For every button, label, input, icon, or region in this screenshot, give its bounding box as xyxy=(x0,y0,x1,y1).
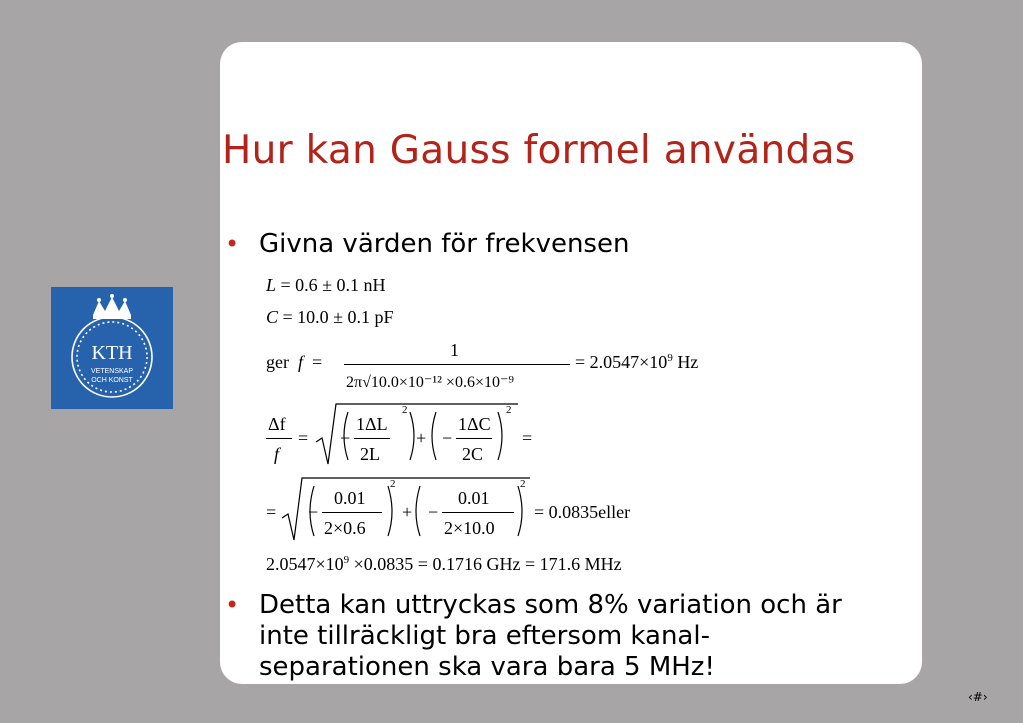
slide-title: Hur kan Gauss formel användas xyxy=(222,128,856,173)
page-number: ‹#› xyxy=(968,690,988,704)
logo-text-kth: KTH xyxy=(91,342,133,364)
bullet-text: Givna värden för frekvensen xyxy=(259,229,630,259)
equation-relerr-tail: = xyxy=(522,428,533,448)
equation-relerr-lhs-num: Δf xyxy=(268,414,286,434)
fraction-bar xyxy=(266,438,292,439)
equation-term1-num: 1ΔL xyxy=(356,414,388,434)
bullet-text-line: separationen ska vara bara 5 MHz! xyxy=(259,652,715,682)
equation-term2-num: 1ΔC xyxy=(458,414,491,434)
kth-crest-icon xyxy=(51,287,173,409)
fraction-bar xyxy=(442,512,514,513)
equation-numeric-t1-den: 2×0.6 xyxy=(324,518,366,538)
bullet-text-line: Detta kan uttryckas som 8% variation och är xyxy=(259,590,842,620)
equation-numeric-t2-den: 2×10.0 xyxy=(444,518,495,538)
kth-logo xyxy=(51,287,173,409)
equation-final: $2.0547\times 10^9 \times 0.0835 = 0.1716$ GHz = 171.6 MHz xyxy=(266,554,622,574)
fraction-bar xyxy=(456,438,492,439)
fraction-bar xyxy=(322,512,382,513)
equation-relerr-lhs-den: f xyxy=(274,444,280,464)
fraction-bar xyxy=(354,438,390,439)
bullet-dot-icon: • xyxy=(225,591,240,619)
bullet-dot-icon: • xyxy=(225,230,240,258)
equation-relerr-eq: = xyxy=(298,428,309,448)
equation-numeric-t2-num: 0.01 xyxy=(458,488,490,508)
bullet-text-line: inte tillräckligt bra eftersom kanal- xyxy=(259,621,710,651)
bullet-item xyxy=(225,590,934,683)
equation-frequency-numerator: 1 xyxy=(450,340,459,360)
equation-c-value: C = 10.0 ± 0.1 pF xyxy=(266,307,394,327)
equation-frequency-denominator: 2π√10.0×10⁻¹² ×0.6×10⁻⁹ xyxy=(346,374,514,391)
fraction-bar xyxy=(344,364,570,365)
logo-text-line2: VETENSKAP xyxy=(90,368,134,375)
equation-numeric-eq: = xyxy=(266,502,277,522)
equation-frequency-lhs: ger f = xyxy=(266,352,323,372)
equation-term1-den: 2L xyxy=(360,444,380,464)
equation-frequency-result: = $2.0547\times 10^9$ Hz xyxy=(575,352,699,372)
bullet-item xyxy=(225,229,630,260)
logo-text-line3: OCH KONST xyxy=(91,377,133,384)
equation-term2-den: 2C xyxy=(462,444,484,464)
equation-numeric-t1-num: 0.01 xyxy=(334,488,366,508)
equation-numeric-result: = 0.0835eller xyxy=(534,502,631,522)
equation-l-value: L = 0.6 ± 0.1 nH xyxy=(266,275,386,295)
